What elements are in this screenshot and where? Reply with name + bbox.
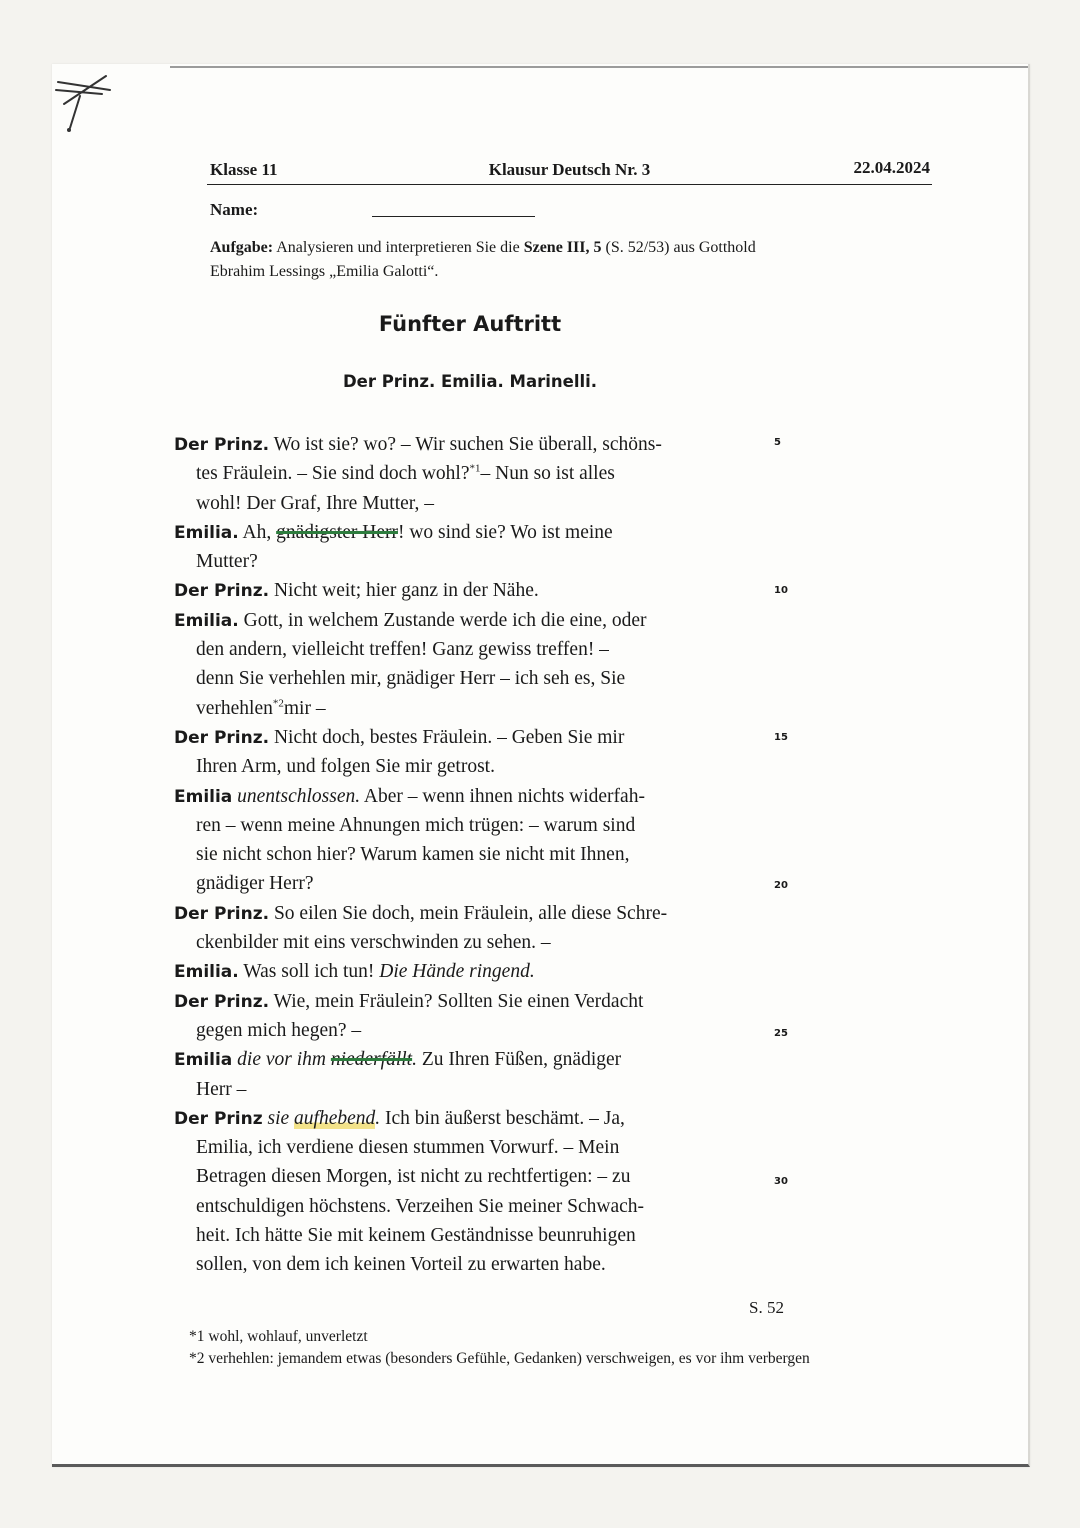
exam-title: Klausur Deutsch Nr. 3: [488, 160, 651, 179]
stage-direction: Die Hände ringend.: [379, 961, 535, 983]
footnote-item: *2 verhehlen: jemandem etwas (besonders Gefühle, Gedanken) verschweigen, es vor ihm verbergen: [189, 1350, 810, 1367]
text-line: Emilia. Was soll ich tun! Die Hände ringend.: [174, 961, 535, 983]
text-line: ckenbilder mit eins verschwinden zu sehen. –: [196, 932, 551, 954]
text-line: heit. Ich hätte Sie mit keinem Geständnisse beunruhigen: [196, 1225, 636, 1247]
speaker-name: Der Prinz.: [174, 435, 270, 455]
speaker-name: Der Prinz.: [174, 991, 270, 1012]
footnote-item: *1 wohl, wohlauf, unverletzt: [189, 1328, 368, 1345]
persons-list: Der Prinz. Emilia. Marinelli.: [342, 372, 598, 391]
yellow-highlight-annotation: aufhebend: [294, 1107, 376, 1129]
speaker-name: Der Prinz.: [174, 581, 270, 602]
exam-header: [207, 158, 932, 185]
green-strike-annotation: niederfällt: [330, 1049, 413, 1071]
text-line: Emilia, ich verdiene diesen stummen Vorwurf. – Mein: [196, 1137, 620, 1159]
task-label: Aufgabe:: [210, 239, 274, 256]
footnote-marker: *2: [272, 697, 284, 710]
text-line: ren – wenn meine Ahnungen mich trügen: – warum sind: [196, 814, 636, 836]
text-line: Emilia die vor ihm niederfällt. Zu Ihren Füßen, gnädiger: [174, 1049, 622, 1071]
text-line: tes Fräulein. – Sie sind doch wohl?$^{*1}$– Nun so ist alles: [196, 462, 615, 485]
line-number: 10: [774, 585, 788, 596]
top-edge-line: [170, 66, 1028, 68]
text-line: gegen mich hegen? –: [196, 1019, 362, 1041]
text-line: Emilia unentschlossen. Aber – wenn ihnen nichts widerfah-: [174, 785, 645, 807]
text-line: wohl! Der Graf, Ihre Mutter, –: [196, 492, 435, 514]
green-strike-annotation: gnädigster Herr: [276, 521, 398, 543]
text-line: sollen, von dem ich keinen Vorteil zu erwarten habe.: [196, 1254, 606, 1276]
page-number: S. 52: [749, 1298, 784, 1317]
task-description: Aufgabe: Analysieren und interpretieren Sie die Szene III, 5 (S. 52/53) aus Gotthold Ebrahim Lessings „Emilia Galotti“.: [210, 239, 756, 280]
text-line: gnädiger Herr?: [196, 873, 314, 895]
speaker-name: Emilia: [174, 786, 233, 807]
text-line: Der Prinz. Nicht weit; hier ganz in der Nähe.: [174, 580, 539, 602]
pen-scribble-icon: [50, 68, 130, 138]
speaker-name: Der Prinz: [174, 1108, 263, 1129]
text-line: Ihren Arm, und folgen Sie mir getrost.: [196, 756, 495, 778]
text-line: verhehlen$^{*2}$mir –: [196, 697, 326, 719]
text-line: Der Prinz. So eilen Sie doch, mein Fräulein, alle diese Schre-: [174, 902, 668, 924]
text-line: entschuldigen höchstens. Verzeihen Sie meiner Schwach-: [196, 1195, 645, 1217]
text-line: Emilia. Ah, gnädigster Herr! wo sind sie? Wo ist meine: [174, 521, 613, 543]
text-line: sie nicht schon hier? Warum kamen sie nicht mit Ihnen,: [196, 844, 630, 866]
scene-title: Fünfter Auftritt: [378, 312, 562, 336]
text-line: Der Prinz. Wo ist sie? wo? – Wir suchen Sie überall, schöns-: [174, 434, 662, 455]
text-line: Mutter?: [196, 551, 258, 573]
class-label: Klasse 11: [210, 160, 278, 179]
text-line: denn Sie verhehlen mir, gnädiger Herr – ich seh es, Sie: [196, 668, 626, 690]
line-number: 20: [774, 880, 788, 891]
text-line: Betragen diesen Morgen, ist nicht zu rechtfertigen: – zu: [196, 1166, 631, 1188]
scene-reference: Szene III, 5: [523, 239, 602, 256]
line-number: 25: [774, 1028, 788, 1039]
footnote-marker: *1: [469, 462, 481, 475]
text-line: Emilia. Gott, in welchem Zustande werde ich die eine, oder: [174, 609, 647, 631]
exam-date: 22.04.2024: [853, 158, 930, 177]
name-input-line[interactable]: [372, 216, 535, 217]
line-number: 5: [774, 437, 781, 448]
speaker-name: Emilia.: [174, 610, 239, 631]
name-label: Name:: [210, 200, 259, 219]
text-line: den andern, vielleicht treffen! Ganz gewiss treffen! –: [196, 639, 609, 661]
line-number: 30: [774, 1176, 788, 1187]
dialogue-text: [174, 430, 774, 1280]
text-line: Der Prinz. Wie, mein Fräulein? Sollten Sie einen Verdacht: [174, 990, 644, 1012]
speaker-name: Der Prinz.: [174, 903, 270, 924]
footnotes: [189, 1326, 810, 1370]
text-line: Der Prinz. Nicht doch, bestes Fräulein. – Geben Sie mir: [174, 726, 625, 748]
speaker-name: Emilia: [174, 1050, 233, 1071]
text-line: Herr –: [196, 1078, 247, 1100]
text-line: Der Prinz sie aufhebend. Ich bin äußerst beschämt. – Ja,: [174, 1107, 625, 1129]
speaker-name: Emilia.: [174, 522, 239, 543]
line-number: 15: [774, 732, 788, 743]
speaker-name: Emilia.: [174, 962, 239, 983]
stage-direction: unentschlossen.: [232, 785, 361, 807]
speaker-name: Der Prinz.: [174, 727, 270, 748]
